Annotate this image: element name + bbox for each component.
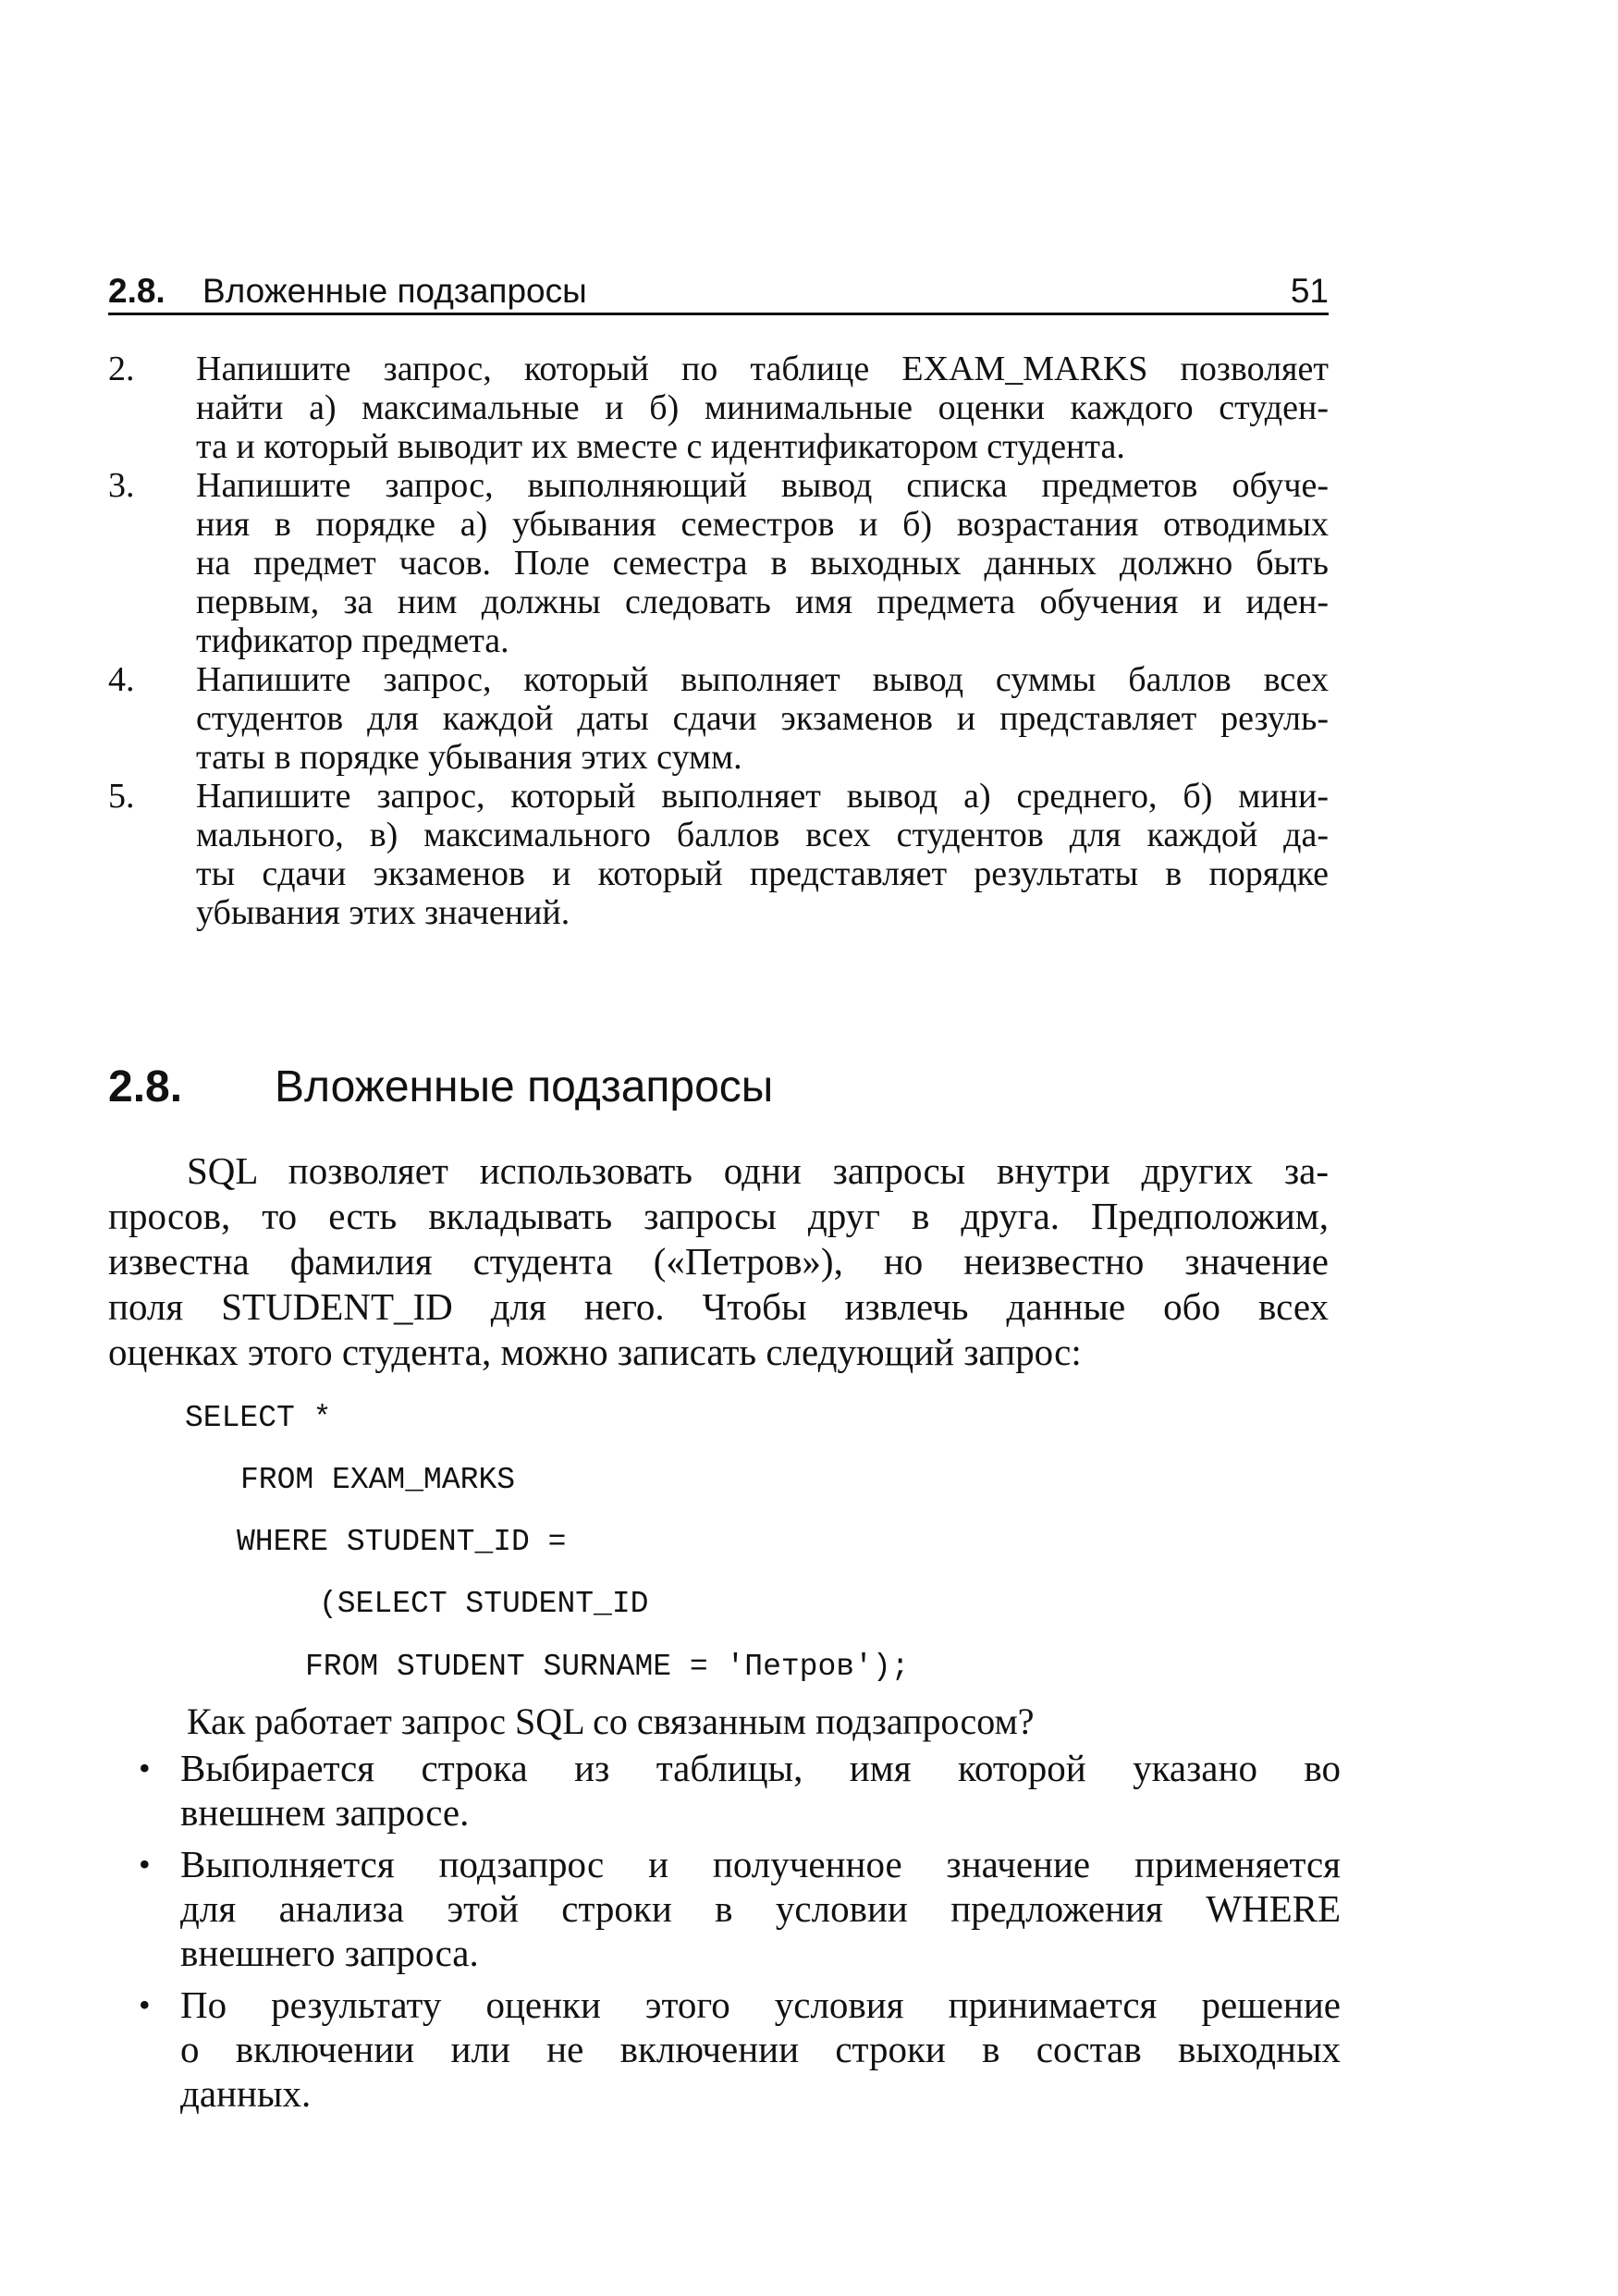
text-line: Выбирается строка из таблицы, имя которой указано во xyxy=(180,1747,1341,1789)
code-line: (SELECT STUDENT_ID xyxy=(319,1587,649,1621)
code-line: FROM STUDENT SURNAME = 'Петров'); xyxy=(305,1650,910,1684)
bullet-icon: • xyxy=(139,1846,151,1883)
text-line: ты сдачи экзаменов и который представляет результаты в порядке xyxy=(196,854,1329,893)
bullet-item xyxy=(139,1842,1341,1975)
bullet-item xyxy=(139,1746,1341,1835)
text-line: известна фамилия студента («Петров»), но неизвестно значение xyxy=(108,1240,1329,1283)
bullet-list xyxy=(139,1746,1341,2123)
section-number: 2.8. xyxy=(108,1062,183,1111)
text-line: мального, в) максимального баллов всех студентов для каждой да- xyxy=(196,816,1329,854)
bullet-icon: • xyxy=(139,1750,151,1786)
running-header xyxy=(108,261,1329,315)
bullet-item xyxy=(139,1983,1341,2116)
exercise-text xyxy=(196,660,1329,777)
text-line: SQL позволяет использовать одни запросы внутри других за- xyxy=(187,1149,1329,1192)
text-line: внешнем запросе. xyxy=(180,1791,470,1834)
header-section-title: Вложенные подзапросы xyxy=(202,272,587,310)
text-line: Напишите запрос, который выполняет вывод суммы баллов всех xyxy=(196,660,1329,699)
text-line: студентов для каждой даты сдачи экзаменов и представляет резуль- xyxy=(196,699,1329,738)
text-line: о включении или не включении строки в состав выходных xyxy=(180,2028,1341,2070)
text-line: Выполняется подзапрос и полученное значение применяется xyxy=(180,1843,1341,1885)
exercise-list xyxy=(108,350,1329,932)
exercise-number: 3. xyxy=(108,466,135,505)
exercise-item xyxy=(108,466,1329,660)
exercise-number: 4. xyxy=(108,660,135,699)
exercise-text xyxy=(196,777,1329,932)
text-line: на предмет часов. Поле семестра в выходных данных должно быть xyxy=(196,544,1329,583)
exercise-text xyxy=(196,466,1329,660)
text-line: Напишите запрос, который по таблице EXAM_MARKS позволяет xyxy=(196,350,1329,388)
section-heading xyxy=(108,1062,1329,1112)
text-line: найти а) максимальные и б) минимальные оценки каждого студен- xyxy=(196,388,1329,427)
bullet-text xyxy=(180,1842,1341,1975)
bullet-icon: • xyxy=(139,1986,151,2023)
text-line: Напишите запрос, выполняющий вывод списка предметов обуче- xyxy=(196,466,1329,505)
exercise-number: 5. xyxy=(108,777,135,816)
text-line: поля STUDENT_ID для него. Чтобы извлечь данные обо всех xyxy=(108,1285,1329,1328)
text-line: данных. xyxy=(180,2072,312,2115)
intro-paragraph xyxy=(108,1148,1329,1375)
text-line: внешнего запроса. xyxy=(180,1932,479,1974)
text-line: тификатор предмета. xyxy=(196,621,509,660)
question-text: Как работает запрос SQL со связанным подзапросом? xyxy=(187,1701,1035,1742)
text-line: По результату оценки этого условия принимается решение xyxy=(180,1983,1341,2026)
bullet-text xyxy=(180,1746,1341,1835)
exercise-text xyxy=(196,350,1329,466)
exercise-item xyxy=(108,350,1329,466)
text-line: просов, то есть вкладывать запросы друг в друга. Предположим, xyxy=(108,1195,1329,1237)
text-line: оценках этого студента, можно записать следующий запрос: xyxy=(108,1331,1082,1373)
text-line: та и который выводит их вместе с идентификатором студента. xyxy=(196,427,1125,466)
text-line: ния в порядке а) убывания семестров и б) возрастания отводимых xyxy=(196,505,1329,544)
text-line: Напишите запрос, который выполняет вывод а) среднего, б) мини- xyxy=(196,777,1329,816)
exercise-number: 2. xyxy=(108,350,135,388)
header-section-number: 2.8. xyxy=(108,272,165,310)
section-title: Вложенные подзапросы xyxy=(275,1062,774,1111)
page-number: 51 xyxy=(1290,272,1329,310)
exercise-item xyxy=(108,777,1329,932)
text-line: таты в порядке убывания этих сумм. xyxy=(196,738,742,777)
text-line: убывания этих значений. xyxy=(196,893,570,932)
text-line: первым, за ним должны следовать имя предмета обучения и иден- xyxy=(196,583,1329,621)
exercise-item xyxy=(108,660,1329,777)
code-line: FROM EXAM_MARKS xyxy=(240,1463,516,1497)
code-line: WHERE STUDENT_ID = xyxy=(237,1525,567,1559)
bullet-text xyxy=(180,1983,1341,2116)
code-line: SELECT * xyxy=(185,1401,332,1435)
text-line: для анализа этой строки в условии предложения WHERE xyxy=(180,1887,1341,1930)
